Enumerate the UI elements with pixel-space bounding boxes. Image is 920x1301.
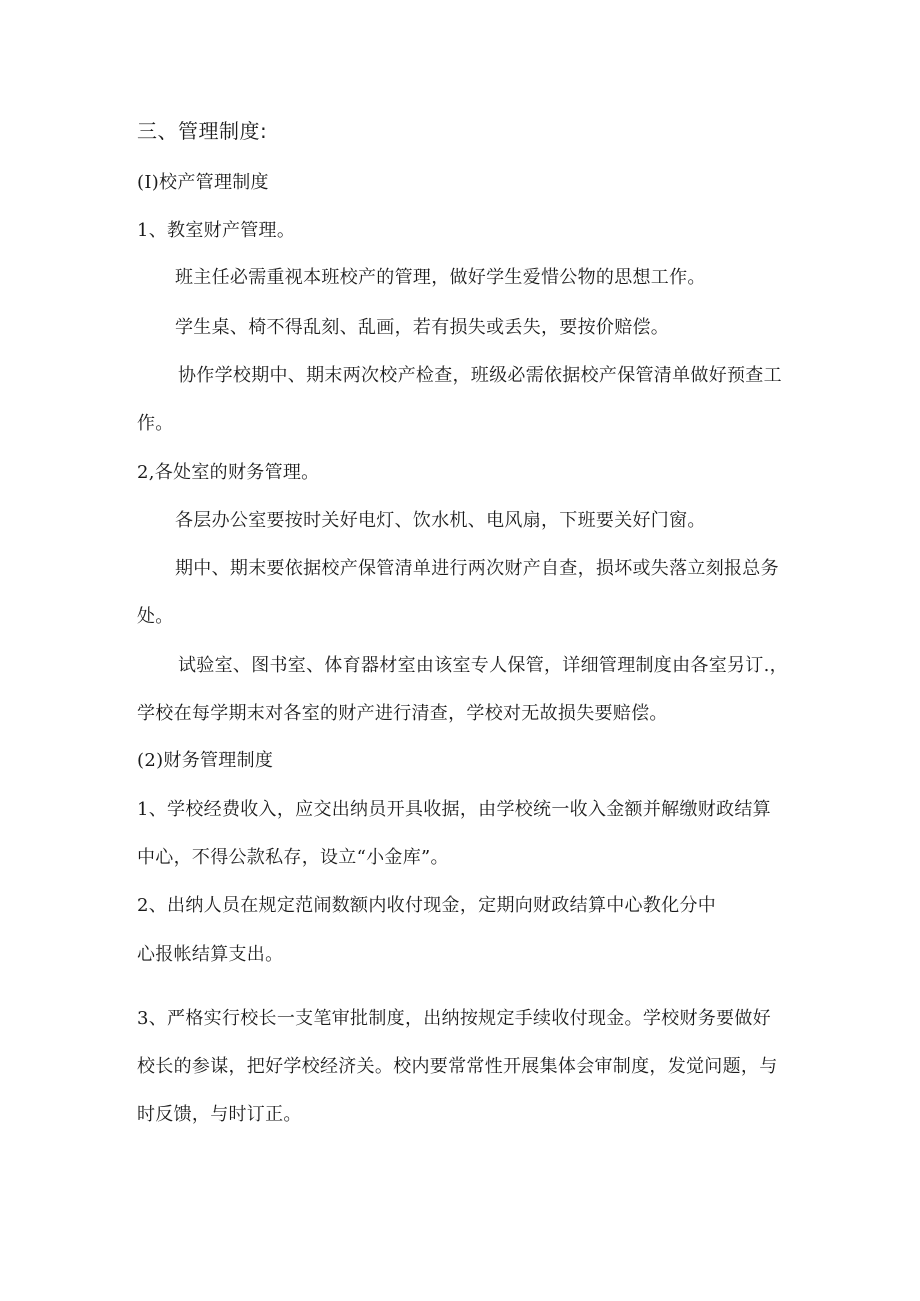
paragraph-line: 处。	[137, 606, 174, 627]
paragraph-line: 试验室、图书室、体育器材室由该室专人保管，详细管理制度由各室另订.，	[178, 655, 788, 676]
paragraph-line: 中心，不得公款私存，设立“小金库”。	[137, 847, 449, 868]
paragraph-line: 时反馈，与时订正。	[137, 1104, 302, 1125]
paragraph-line: 学校在每学期末对各室的财产进行清查，学校对无故损失要赔偿。	[137, 703, 668, 724]
paragraph-line: 各层办公室要按时关好电灯、饮水机、电风扇，下班要关好门窗。	[175, 510, 706, 531]
paragraph-line: 2、出纳人员在规定范闹数额内收付现金，定期向财政结算中心教化分中	[137, 895, 717, 916]
paragraph-line: 3、严格实行校长一支笔审批制度，出纳按规定手续收付现金。学校财务要做好	[137, 1008, 771, 1029]
item-title-offices: 2,各处室的财务管理。	[137, 462, 320, 483]
paragraph-line: 作。	[137, 413, 174, 434]
section-heading: 三、管理制度:	[137, 119, 268, 143]
paragraph-line: 班主任必需重视本班校产的管理，做好学生爱惜公物的思想工作。	[175, 267, 706, 288]
paragraph-line: 学生桌、椅不得乱刻、乱画，若有损失或丢失，要按价赔偿。	[175, 317, 670, 338]
subsection-title-finance: (2)财务管理制度	[137, 750, 274, 771]
item-title-classroom: 1、教室财产管理。	[137, 220, 296, 241]
paragraph-line: 协作学校期中、期末两次校产检查，班级必需依据校产保管清单做好预查工	[178, 365, 782, 386]
subsection-title-assets: (I)校产管理制度	[137, 172, 269, 193]
paragraph-line: 期中、期末要依据校产保管清单进行两次财产自查，损坏或失落立刻报总务	[175, 558, 779, 579]
paragraph-line: 1、学校经费收入，应交出纳员开具收据，由学校统一收入金额并解缴财政结算	[137, 799, 771, 820]
paragraph-line: 校长的参谋，把好学校经济关。校内要常常性开展集体会审制度，发觉问题，与	[137, 1056, 778, 1077]
paragraph-line: 心报帐结算支出。	[137, 944, 284, 965]
